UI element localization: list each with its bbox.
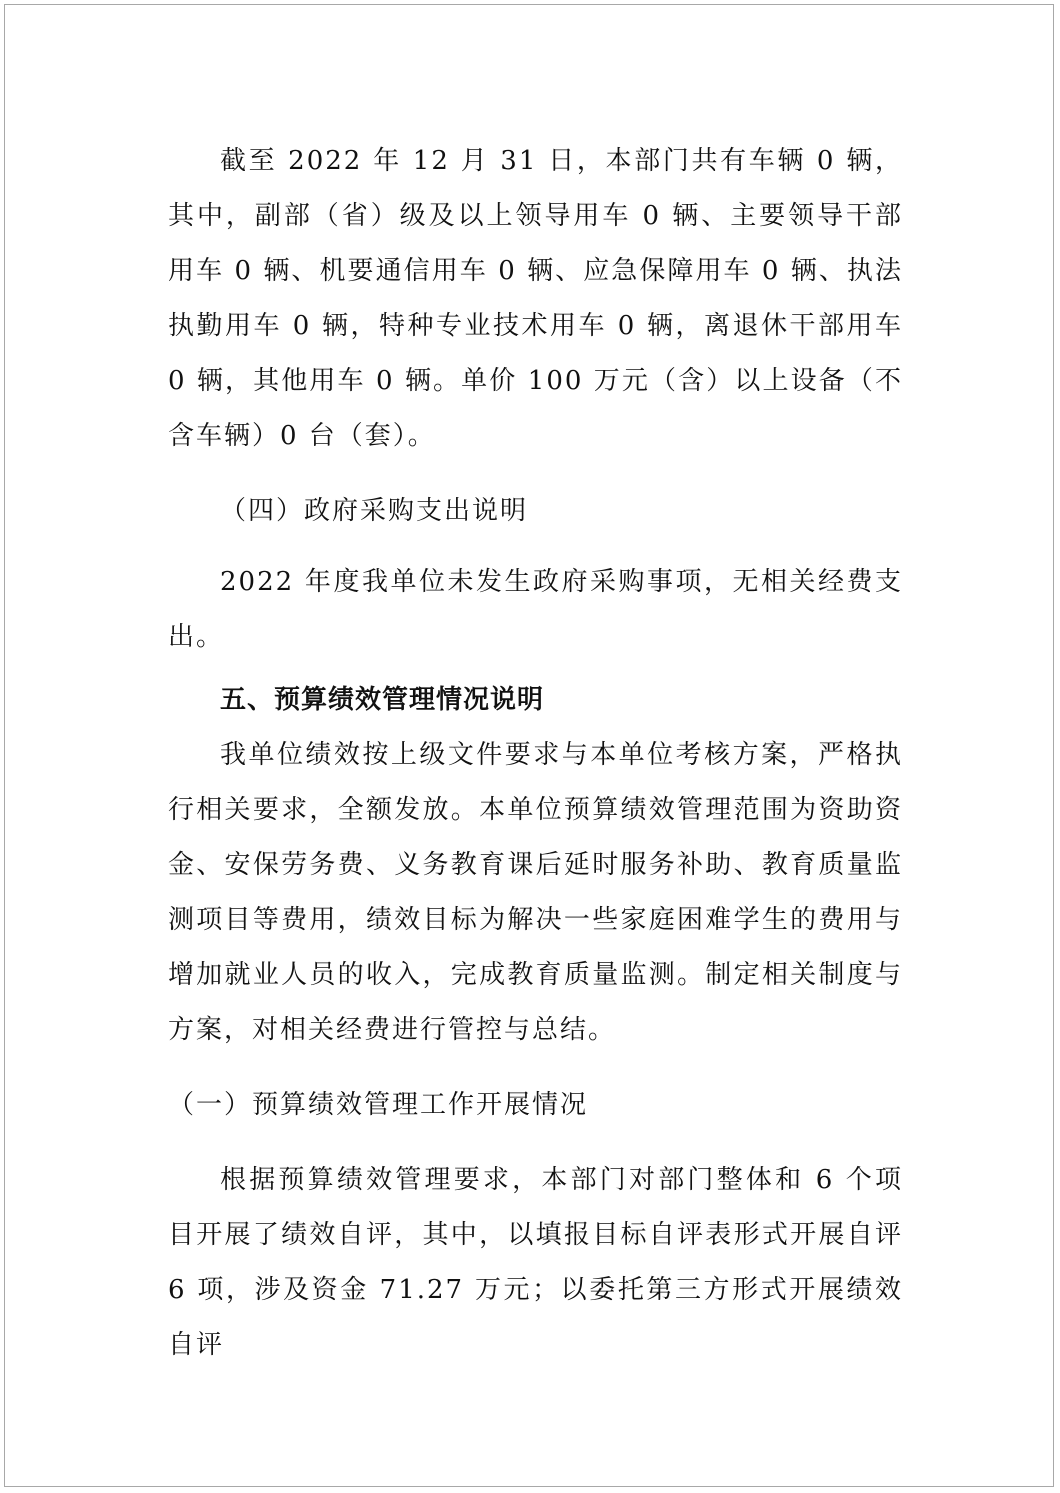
heading-procurement: （四）政府采购支出说明 [220,496,529,526]
heading-section-five: 五、预算绩效管理情况说明 [220,685,545,715]
spacer [168,539,903,555]
paragraph-vehicles: 截至 2022 年 12 月 31 日，本部门共有车辆 0 辆，其中，副部（省）级及以上领导用车 0 辆、主要领导干部用车 0 辆、机要通信用车 0 辆、应急保障用车 0 辆、执法执勤用车 0 辆，特种专业技术用车 0 辆，离退休干部用车 0 辆，其他用车 0 辆。单价 100 万元（含）以上设备（不含车辆）0 台（套）。 [168,146,903,451]
paragraph-performance-overview: 我单位绩效按上级文件要求与本单位考核方案，严格执行相关要求，全额发放。本单位预算绩效管理范围为资助资金、安保劳务费、义务教育课后延时服务补助、教育质量监测项目等费用，绩效目标为解决一些家庭困难学生的费用与增加就业人员的收入，完成教育质量监测。制定相关制度与方案，对相关经费进行管控与总结。 [168,740,903,1045]
heading-work-progress: （一）预算绩效管理工作开展情况 [168,1090,589,1120]
document-page [4,4,1054,1487]
spacer [168,1133,903,1153]
paragraph-procurement: 2022 年度我单位未发生政府采购事项，无相关经费支出。 [168,567,903,652]
paragraph-self-evaluation: 根据预算绩效管理要求，本部门对部门整体和 6 个项目开展了绩效自评，其中，以填报目标自评表形式开展自评 6 项，涉及资金 71.27 万元；以委托第三方形式开展绩效自评 [168,1165,903,1360]
spacer [168,1058,903,1078]
document-body [168,134,903,1373]
spacer [168,464,903,484]
spacer [168,665,903,673]
